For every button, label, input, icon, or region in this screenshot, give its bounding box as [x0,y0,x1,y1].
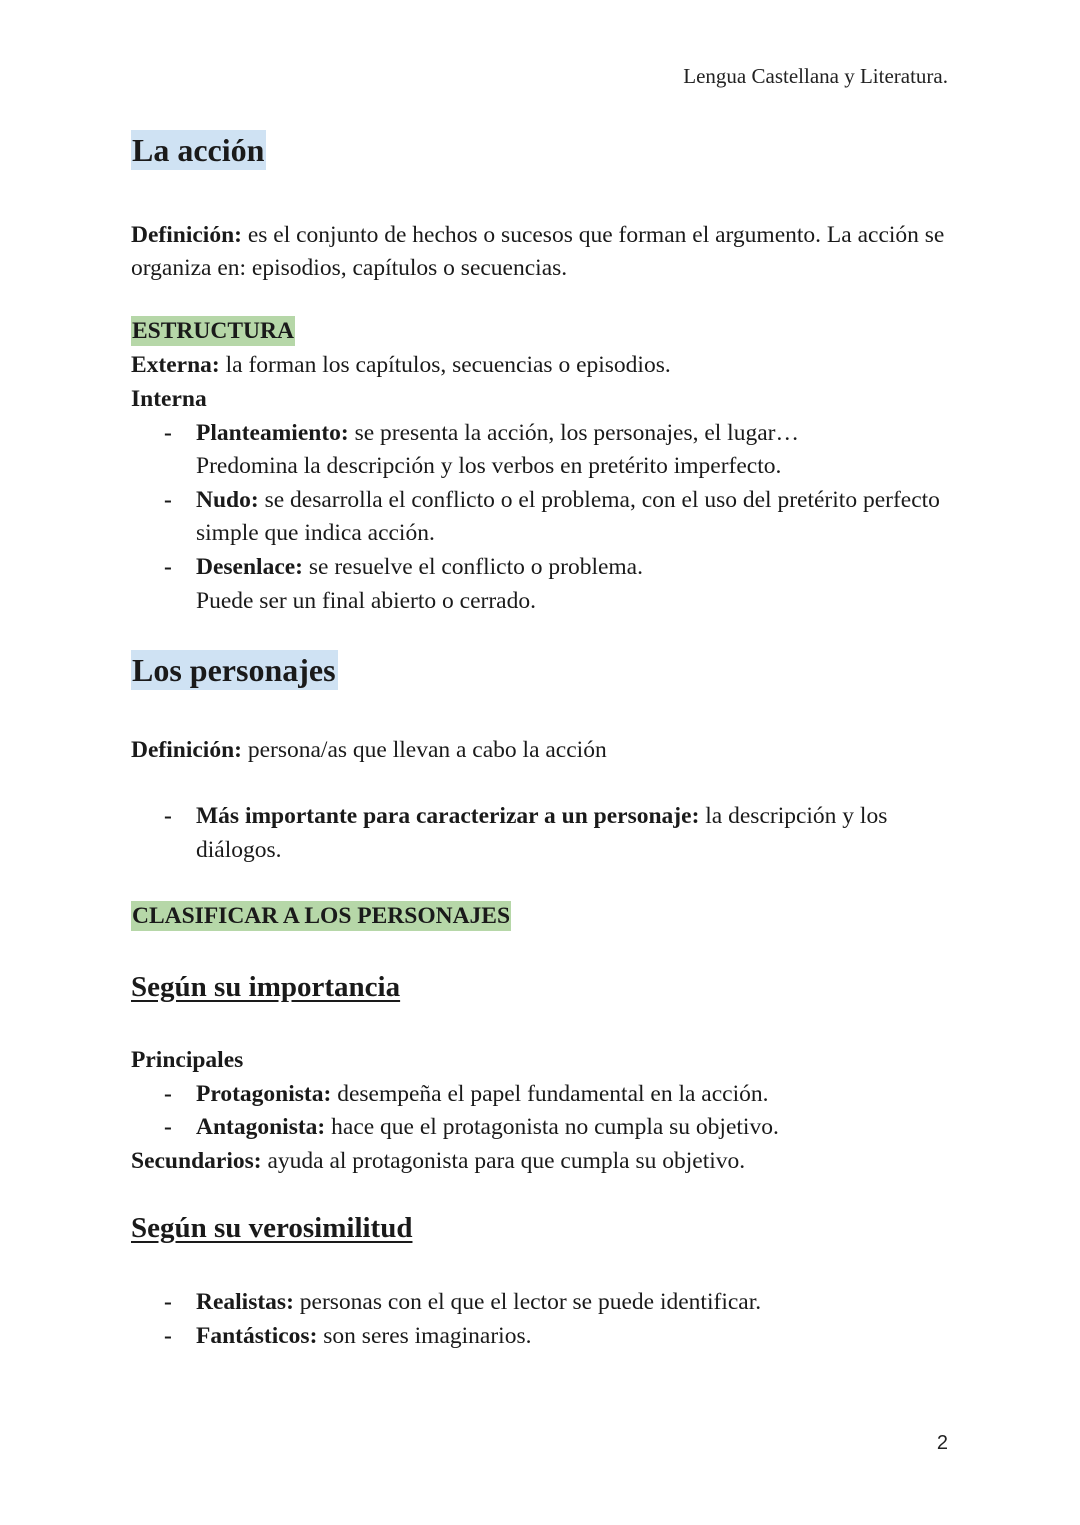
realistas-label: Realistas: [196,1289,294,1316]
list-item [131,1111,951,1145]
desenlace-label: Desenlace: [196,553,304,580]
antagonista-text: hace que el protagonista no cumpla su objetivo. [325,1114,779,1141]
list-item [131,800,951,867]
personajes-list [131,800,951,867]
verosimilitud-list [131,1286,951,1353]
secundarios-line [131,1145,951,1179]
secundarios-text: ayuda al protagonista para que cumpla su objetivo. [261,1147,746,1174]
protagonista-label: Protagonista: [196,1080,332,1107]
desenlace-text-2: Puede ser un final abierto o cerrado. [196,587,536,614]
externa-text: la forman los capítulos, secuencias o episodios. [219,352,671,379]
important-label: Más importante para caracterizar a un personaje: [196,803,700,830]
nudo-text: se desarrolla el conflicto o el problema, con el uso del pretérito perfecto simple que indica acción. [196,486,940,547]
principales-list [131,1078,951,1145]
document-header: Lengua Castellana y Literatura. [683,64,948,88]
planteamiento-text-2: Predomina la descripción y los verbos en pretérito imperfecto. [196,453,782,480]
list-item [131,1286,951,1320]
fantasticos-label: Fantásticos: [196,1323,318,1350]
estructura-tag: ESTRUCTURA [132,317,294,344]
definition-label: Definición: [131,221,242,248]
accion-definition [131,219,951,286]
definition-text: persona/as que llevan a cabo la acción [241,736,607,763]
section-title-personajes: Los personajes [132,652,336,689]
antagonista-label: Antagonista: [196,1114,326,1141]
clasificar-tag: CLASIFICAR A LOS PERSONAJES [132,902,511,929]
subsection-title-verosimilitud: Según su verosimilitud [131,1212,413,1245]
document-body [131,126,951,1354]
definition-label: Definición: [131,736,242,763]
list-item [131,484,951,551]
important-text: la descripción y los diálogos. [196,803,888,863]
definition-text: es el conjunto de hechos o sucesos que forman el argumento. La acción se organiza en: episodios, capítulos o secuencias. [131,221,945,282]
list-item [131,417,951,484]
interna-label: Interna [131,385,207,412]
section-title-accion: La acción [132,132,265,168]
principales-label: Principales [131,1047,244,1074]
realistas-text: personas con el que el lector se puede identificar. [293,1289,762,1316]
secundarios-label: Secundarios: [131,1147,262,1174]
planteamiento-label: Planteamiento: [196,419,349,446]
page-number: 2 [936,1432,948,1454]
protagonista-text: desempeña el papel fundamental en la acción. [331,1080,769,1107]
list-item [131,551,951,618]
interna-heading [131,383,951,417]
externa-line [131,349,951,383]
personajes-definition [131,734,951,768]
planteamiento-text: se presenta la acción, los personajes, el lugar… [348,419,799,446]
principales-heading [131,1044,951,1078]
interna-list [131,417,951,619]
desenlace-text: se resuelve el conflicto o problema. [303,553,643,580]
fantasticos-text: son seres imaginarios. [317,1323,532,1350]
externa-label: Externa: [131,352,220,379]
list-item [131,1078,951,1112]
subsection-title-importancia: Según su importancia [131,971,401,1004]
list-item [131,1320,951,1354]
nudo-label: Nudo: [196,486,259,513]
